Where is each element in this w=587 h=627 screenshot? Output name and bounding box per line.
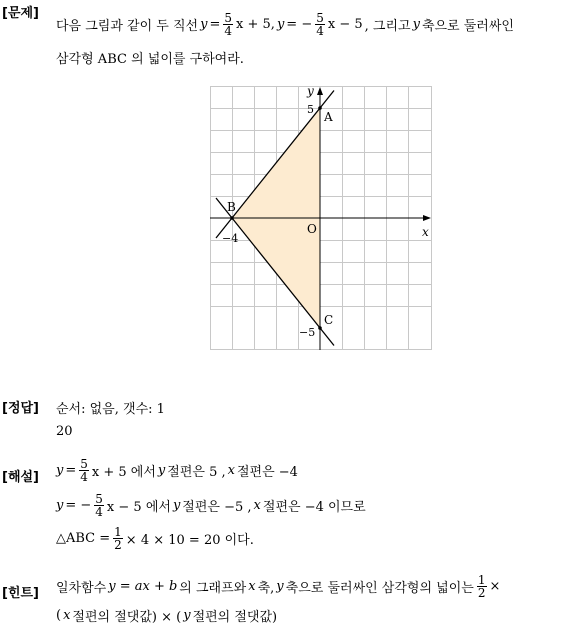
hint-fraction bbox=[477, 574, 487, 599]
x-axis-label: x bbox=[422, 225, 429, 239]
hint-x-var: x bbox=[248, 579, 256, 594]
sol2-numerator: 5 bbox=[95, 492, 103, 506]
point-b-label: B bbox=[227, 200, 236, 214]
sol3-numerator: 1 bbox=[114, 525, 122, 539]
problem-tag: [문제] bbox=[2, 6, 39, 21]
eq2-lhs: y bbox=[276, 17, 285, 32]
sol1-numerator: 5 bbox=[80, 457, 88, 471]
sol3-fraction bbox=[113, 526, 123, 551]
sol1-fraction bbox=[79, 458, 89, 483]
problem-text: 축으로 둘러싸인 bbox=[421, 19, 514, 34]
hint-text: ( bbox=[56, 608, 62, 623]
point-b bbox=[230, 216, 234, 220]
sol2-rest: x − 5 에서 bbox=[106, 500, 171, 515]
problem-y-var: y bbox=[412, 17, 420, 32]
hint-tag: [힌트] bbox=[2, 586, 39, 601]
eq1-lhs: y bbox=[200, 17, 208, 32]
eq2-equals: = − bbox=[286, 17, 313, 32]
solution-line-3 bbox=[56, 526, 254, 551]
answer-meta: 순서: 없음, 갯수: 1 bbox=[56, 402, 165, 417]
sol1-x-var: x bbox=[227, 463, 235, 478]
hint-numerator: 1 bbox=[477, 573, 486, 587]
y-axis-label: y bbox=[307, 86, 314, 98]
problem-line-1 bbox=[56, 12, 514, 37]
hint-x-var: x bbox=[63, 608, 71, 623]
eq1-denominator: 4 bbox=[224, 24, 233, 38]
sol1-y-var: y bbox=[157, 463, 166, 478]
hint-times: × bbox=[489, 579, 501, 594]
hint-y-var: y bbox=[183, 608, 191, 623]
sol1-y: y bbox=[56, 463, 64, 478]
y-axis-arrow-icon bbox=[317, 87, 323, 95]
hint-y-var: y bbox=[276, 579, 284, 594]
problem-line-2: 삼각형 ABC 의 넓이를 구하여라. bbox=[56, 52, 244, 67]
hint-text: 절편의 절댓값) bbox=[192, 610, 278, 625]
point-c bbox=[318, 326, 322, 330]
hint-text: 일차함수 bbox=[56, 581, 107, 596]
sol2-y: y bbox=[56, 498, 64, 513]
sol1-mid: 절편은 5 , bbox=[167, 465, 226, 480]
eq1-numerator: 5 bbox=[224, 11, 233, 25]
point-a-label: A bbox=[324, 110, 333, 124]
hint-equation: y = ax + b bbox=[108, 579, 178, 594]
tick-y-5: 5 bbox=[307, 103, 314, 116]
hint-text: 축으로 둘러싸인 삼각형의 넓이는 bbox=[285, 581, 474, 596]
hint-denominator: 2 bbox=[477, 586, 486, 600]
sol1-denominator: 4 bbox=[80, 470, 88, 484]
sol1-equals: = bbox=[65, 463, 77, 478]
problem-text: , 그리고 bbox=[364, 19, 411, 34]
sol2-fraction bbox=[94, 493, 104, 518]
solution-tag: [해설] bbox=[2, 470, 39, 485]
problem-text: 다음 그림과 같이 두 직선 bbox=[56, 19, 199, 34]
hint-text: 절편의 절댓값) × ( bbox=[72, 610, 182, 625]
sol1-end: 절편은 −4 bbox=[236, 465, 298, 480]
answer-tag: [정답] bbox=[2, 401, 39, 416]
sol2-denominator: 4 bbox=[95, 505, 103, 519]
hint-text: 의 그래프와 bbox=[179, 581, 247, 596]
sol2-y-var: y bbox=[172, 498, 181, 513]
eq2-numerator: 5 bbox=[316, 11, 324, 25]
eq2-fraction bbox=[315, 12, 325, 37]
tick-y-neg5: −5 bbox=[299, 326, 316, 339]
sol3-denominator: 2 bbox=[114, 538, 122, 552]
hint-line-2 bbox=[56, 606, 277, 625]
answer-value: 20 bbox=[56, 424, 73, 439]
tick-x-neg4: −4 bbox=[222, 232, 239, 245]
sol2-end: 절편은 −4 이므로 bbox=[262, 500, 366, 515]
sol3-rest: × 4 × 10 = 20 이다. bbox=[125, 533, 254, 548]
sol2-equals: = − bbox=[65, 498, 92, 513]
eq1-equals: = bbox=[209, 17, 221, 32]
eq2-denominator: 4 bbox=[316, 24, 324, 38]
solution-line-2 bbox=[56, 493, 366, 518]
sol3-lhs: △ABC = bbox=[56, 531, 111, 546]
point-a bbox=[318, 106, 322, 110]
eq2-rest: x − 5 bbox=[327, 17, 363, 32]
sol2-x-var: x bbox=[253, 498, 261, 513]
hint-line-1 bbox=[56, 574, 500, 599]
point-c-label: C bbox=[324, 313, 334, 327]
eq1-fraction bbox=[223, 12, 233, 37]
sol2-mid: 절편은 −5 , bbox=[182, 500, 252, 515]
solution-line-1 bbox=[56, 458, 298, 483]
origin-label: O bbox=[307, 222, 317, 236]
sol1-rest: x + 5 에서 bbox=[91, 465, 156, 480]
coordinate-graph bbox=[210, 86, 432, 350]
eq1-rest: x + 5, bbox=[236, 17, 275, 32]
x-axis-arrow-icon bbox=[423, 215, 431, 221]
hint-text: 축, bbox=[257, 581, 275, 596]
